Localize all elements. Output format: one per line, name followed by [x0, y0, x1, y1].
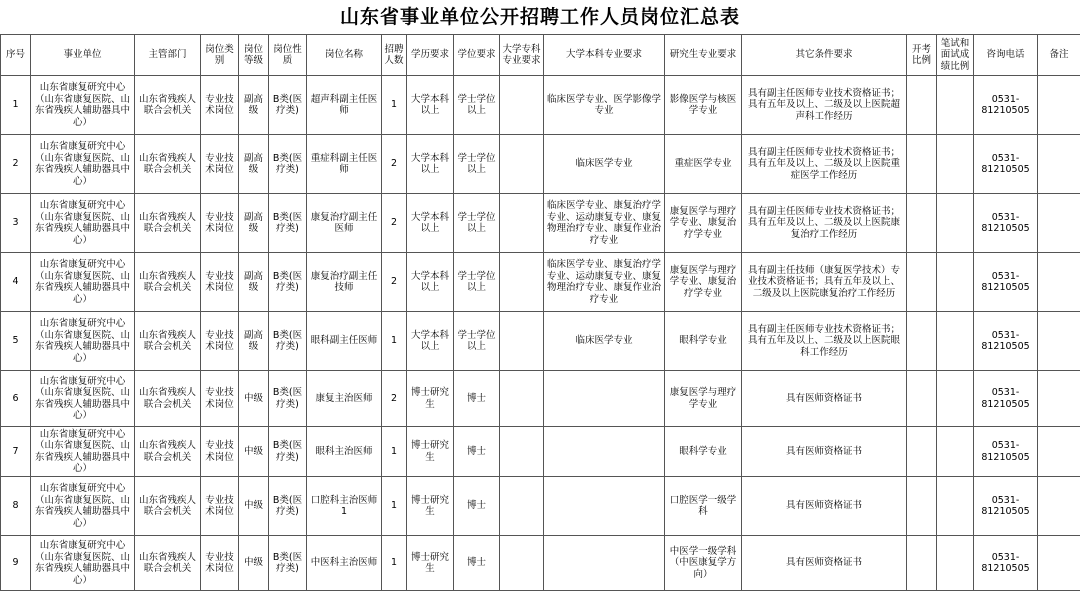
cell-unit: 山东省康复研究中心（山东省康复医院、山东省残疾人辅助器具中心）: [31, 76, 135, 135]
cell-college-major: [500, 371, 544, 427]
header-phone: 咨询电话: [974, 35, 1038, 76]
table-row: [1, 253, 1080, 312]
cell-post-level: 副高级: [239, 135, 269, 194]
cell-post-nature: B类(医疗类): [269, 76, 307, 135]
cell-dept: 山东省残疾人联合会机关: [135, 536, 201, 591]
cell-grad-major: 康复医学与理疗学专业: [665, 371, 742, 427]
cell-post-category: 专业技术岗位: [201, 253, 239, 312]
cell-exam-ratio: [907, 76, 937, 135]
cell-remark: [1038, 194, 1080, 253]
cell-unit: 山东省康复研究中心（山东省康复医院、山东省残疾人辅助器具中心）: [31, 135, 135, 194]
cell-seq: 2: [1, 135, 31, 194]
cell-phone: 0531-81210505: [974, 76, 1038, 135]
positions-table: [0, 34, 1080, 591]
cell-post-name: 康复治疗副主任技师: [307, 253, 382, 312]
cell-post-name: 康复治疗副主任医师: [307, 194, 382, 253]
table-row: [1, 477, 1080, 536]
cell-bachelor-major: 临床医学专业、康复治疗学专业、运动康复专业、康复物理治疗专业、康复作业治疗专业: [544, 253, 665, 312]
header-post-name: 岗位名称: [307, 35, 382, 76]
cell-recruit-count: 2: [382, 371, 407, 427]
cell-seq: 6: [1, 371, 31, 427]
cell-exam-ratio: [907, 253, 937, 312]
cell-seq: 7: [1, 427, 31, 477]
header-other-conditions: 其它条件要求: [742, 35, 907, 76]
cell-post-level: 副高级: [239, 253, 269, 312]
cell-phone: 0531-81210505: [974, 371, 1038, 427]
cell-score-ratio: [937, 135, 974, 194]
cell-college-major: [500, 135, 544, 194]
page-title: 山东省事业单位公开招聘工作人员岗位汇总表: [339, 6, 740, 28]
cell-seq: 8: [1, 477, 31, 536]
cell-seq: 4: [1, 253, 31, 312]
cell-score-ratio: [937, 536, 974, 591]
cell-post-category: 专业技术岗位: [201, 536, 239, 591]
header-dept: 主管部门: [135, 35, 201, 76]
cell-exam-ratio: [907, 135, 937, 194]
table-row: [1, 312, 1080, 371]
cell-grad-major: 中医学一级学科（中医康复学方向）: [665, 536, 742, 591]
cell-bachelor-major: 临床医学专业: [544, 312, 665, 371]
cell-degree: 博士: [454, 536, 500, 591]
cell-unit: 山东省康复研究中心（山东省康复医院、山东省残疾人辅助器具中心）: [31, 477, 135, 536]
cell-seq: 3: [1, 194, 31, 253]
cell-exam-ratio: [907, 312, 937, 371]
table-row: [1, 194, 1080, 253]
cell-other-conditions: 具有医师资格证书: [742, 536, 907, 591]
cell-grad-major: 眼科学专业: [665, 427, 742, 477]
cell-college-major: [500, 76, 544, 135]
cell-unit: 山东省康复研究中心（山东省康复医院、山东省残疾人辅助器具中心）: [31, 371, 135, 427]
header-degree: 学位要求: [454, 35, 500, 76]
cell-remark: [1038, 135, 1080, 194]
cell-post-nature: B类(医疗类): [269, 477, 307, 536]
header-recruit-count: 招聘人数: [382, 35, 407, 76]
cell-post-category: 专业技术岗位: [201, 135, 239, 194]
cell-education: 博士研究生: [407, 427, 454, 477]
cell-score-ratio: [937, 427, 974, 477]
header-education: 学历要求: [407, 35, 454, 76]
cell-degree: 学士学位以上: [454, 76, 500, 135]
cell-recruit-count: 2: [382, 253, 407, 312]
cell-other-conditions: 具有副主任医师专业技术资格证书；具有五年及以上、二级及以上医院眼科工作经历: [742, 312, 907, 371]
header-grad-major: 研究生专业要求: [665, 35, 742, 76]
cell-college-major: [500, 427, 544, 477]
header-bachelor-major: 大学本科专业要求: [544, 35, 665, 76]
header-unit: 事业单位: [31, 35, 135, 76]
cell-remark: [1038, 371, 1080, 427]
header-post-nature: 岗位性质: [269, 35, 307, 76]
cell-post-name: 超声科副主任医师: [307, 76, 382, 135]
cell-exam-ratio: [907, 427, 937, 477]
table-row: [1, 135, 1080, 194]
table-row: [1, 536, 1080, 591]
cell-exam-ratio: [907, 536, 937, 591]
cell-bachelor-major: [544, 427, 665, 477]
cell-phone: 0531-81210505: [974, 427, 1038, 477]
cell-phone: 0531-81210505: [974, 477, 1038, 536]
cell-grad-major: 眼科学专业: [665, 312, 742, 371]
cell-recruit-count: 1: [382, 477, 407, 536]
cell-score-ratio: [937, 371, 974, 427]
cell-post-nature: B类(医疗类): [269, 427, 307, 477]
cell-seq: 9: [1, 536, 31, 591]
cell-other-conditions: 具有医师资格证书: [742, 427, 907, 477]
cell-post-category: 专业技术岗位: [201, 76, 239, 135]
cell-grad-major: 康复医学与理疗学专业、康复治疗学专业: [665, 253, 742, 312]
cell-seq: 5: [1, 312, 31, 371]
cell-college-major: [500, 253, 544, 312]
cell-seq: 1: [1, 76, 31, 135]
cell-bachelor-major: 临床医学专业: [544, 135, 665, 194]
cell-recruit-count: 1: [382, 427, 407, 477]
cell-degree: 学士学位以上: [454, 312, 500, 371]
cell-unit: 山东省康复研究中心（山东省康复医院、山东省残疾人辅助器具中心）: [31, 536, 135, 591]
cell-grad-major: 重症医学专业: [665, 135, 742, 194]
cell-degree: 博士: [454, 477, 500, 536]
cell-post-category: 专业技术岗位: [201, 312, 239, 371]
cell-post-name: 康复主治医师: [307, 371, 382, 427]
cell-degree: 学士学位以上: [454, 194, 500, 253]
cell-phone: 0531-81210505: [974, 312, 1038, 371]
cell-post-name: 重症科副主任医师: [307, 135, 382, 194]
table-row: [1, 371, 1080, 427]
header-exam-ratio: 开考比例: [907, 35, 937, 76]
table-header-row: [1, 35, 1080, 76]
cell-post-name: 眼科主治医师: [307, 427, 382, 477]
header-post-category: 岗位类别: [201, 35, 239, 76]
cell-phone: 0531-81210505: [974, 135, 1038, 194]
cell-post-category: 专业技术岗位: [201, 194, 239, 253]
cell-education: 博士研究生: [407, 477, 454, 536]
cell-post-nature: B类(医疗类): [269, 194, 307, 253]
cell-remark: [1038, 427, 1080, 477]
cell-remark: [1038, 253, 1080, 312]
cell-recruit-count: 2: [382, 135, 407, 194]
cell-post-category: 专业技术岗位: [201, 371, 239, 427]
cell-unit: 山东省康复研究中心（山东省康复医院、山东省残疾人辅助器具中心）: [31, 253, 135, 312]
cell-post-nature: B类(医疗类): [269, 135, 307, 194]
cell-post-level: 中级: [239, 477, 269, 536]
cell-phone: 0531-81210505: [974, 253, 1038, 312]
cell-remark: [1038, 76, 1080, 135]
header-score-ratio: 笔试和面试成绩比例: [937, 35, 974, 76]
cell-college-major: [500, 536, 544, 591]
cell-college-major: [500, 312, 544, 371]
cell-exam-ratio: [907, 371, 937, 427]
cell-degree: 博士: [454, 427, 500, 477]
cell-recruit-count: 2: [382, 194, 407, 253]
cell-dept: 山东省残疾人联合会机关: [135, 194, 201, 253]
cell-other-conditions: 具有副主任医师专业技术资格证书；具有五年及以上、二级及以上医院超声科工作经历: [742, 76, 907, 135]
cell-unit: 山东省康复研究中心（山东省康复医院、山东省残疾人辅助器具中心）: [31, 194, 135, 253]
cell-education: 大学本科以上: [407, 135, 454, 194]
cell-remark: [1038, 536, 1080, 591]
cell-dept: 山东省残疾人联合会机关: [135, 76, 201, 135]
cell-dept: 山东省残疾人联合会机关: [135, 253, 201, 312]
cell-bachelor-major: [544, 477, 665, 536]
cell-other-conditions: 具有副主任医师专业技术资格证书；具有五年及以上、二级及以上医院康复治疗工作经历: [742, 194, 907, 253]
cell-bachelor-major: [544, 536, 665, 591]
cell-education: 博士研究生: [407, 536, 454, 591]
cell-other-conditions: 具有副主任医师专业技术资格证书；具有五年及以上、二级及以上医院重症医学工作经历: [742, 135, 907, 194]
cell-college-major: [500, 477, 544, 536]
cell-phone: 0531-81210505: [974, 536, 1038, 591]
cell-grad-major: 影像医学与核医学专业: [665, 76, 742, 135]
cell-dept: 山东省残疾人联合会机关: [135, 427, 201, 477]
cell-dept: 山东省残疾人联合会机关: [135, 371, 201, 427]
cell-degree: 博士: [454, 371, 500, 427]
header-remark: 备注: [1038, 35, 1080, 76]
cell-education: 大学本科以上: [407, 76, 454, 135]
cell-post-level: 中级: [239, 427, 269, 477]
cell-education: 博士研究生: [407, 371, 454, 427]
cell-recruit-count: 1: [382, 536, 407, 591]
cell-post-name: 中医科主治医师: [307, 536, 382, 591]
cell-degree: 学士学位以上: [454, 135, 500, 194]
cell-college-major: [500, 194, 544, 253]
cell-phone: 0531-81210505: [974, 194, 1038, 253]
cell-exam-ratio: [907, 477, 937, 536]
cell-post-level: 中级: [239, 371, 269, 427]
cell-score-ratio: [937, 194, 974, 253]
cell-other-conditions: 具有医师资格证书: [742, 371, 907, 427]
cell-exam-ratio: [907, 194, 937, 253]
cell-remark: [1038, 477, 1080, 536]
cell-unit: 山东省康复研究中心（山东省康复医院、山东省残疾人辅助器具中心）: [31, 427, 135, 477]
cell-post-nature: B类(医疗类): [269, 371, 307, 427]
cell-score-ratio: [937, 76, 974, 135]
cell-post-nature: B类(医疗类): [269, 312, 307, 371]
cell-post-category: 专业技术岗位: [201, 477, 239, 536]
cell-grad-major: 口腔医学一级学科: [665, 477, 742, 536]
cell-other-conditions: 具有医师资格证书: [742, 477, 907, 536]
cell-post-level: 副高级: [239, 194, 269, 253]
cell-unit: 山东省康复研究中心（山东省康复医院、山东省残疾人辅助器具中心）: [31, 312, 135, 371]
cell-recruit-count: 1: [382, 76, 407, 135]
cell-post-name: 口腔科主治医师1: [307, 477, 382, 536]
cell-dept: 山东省残疾人联合会机关: [135, 135, 201, 194]
header-seq: 序号: [1, 35, 31, 76]
cell-score-ratio: [937, 477, 974, 536]
cell-post-level: 副高级: [239, 76, 269, 135]
cell-post-level: 中级: [239, 536, 269, 591]
cell-education: 大学本科以上: [407, 312, 454, 371]
header-post-level: 岗位等级: [239, 35, 269, 76]
cell-degree: 学士学位以上: [454, 253, 500, 312]
cell-dept: 山东省残疾人联合会机关: [135, 477, 201, 536]
header-college-major: 大学专科专业要求: [500, 35, 544, 76]
cell-grad-major: 康复医学与理疗学专业、康复治疗学专业: [665, 194, 742, 253]
cell-recruit-count: 1: [382, 312, 407, 371]
cell-dept: 山东省残疾人联合会机关: [135, 312, 201, 371]
cell-education: 大学本科以上: [407, 194, 454, 253]
cell-score-ratio: [937, 253, 974, 312]
cell-post-level: 副高级: [239, 312, 269, 371]
cell-remark: [1038, 312, 1080, 371]
cell-other-conditions: 具有副主任技师（康复医学技术）专业技术资格证书；具有五年及以上、二级及以上医院康复治疗工作经历: [742, 253, 907, 312]
cell-bachelor-major: 临床医学专业、康复治疗学专业、运动康复专业、康复物理治疗专业、康复作业治疗专业: [544, 194, 665, 253]
cell-bachelor-major: [544, 371, 665, 427]
cell-post-category: 专业技术岗位: [201, 427, 239, 477]
table-row: [1, 427, 1080, 477]
cell-post-nature: B类(医疗类): [269, 253, 307, 312]
cell-score-ratio: [937, 312, 974, 371]
cell-post-nature: B类(医疗类): [269, 536, 307, 591]
table-row: [1, 76, 1080, 135]
cell-bachelor-major: 临床医学专业、医学影像学专业: [544, 76, 665, 135]
cell-education: 大学本科以上: [407, 253, 454, 312]
cell-post-name: 眼科副主任医师: [307, 312, 382, 371]
